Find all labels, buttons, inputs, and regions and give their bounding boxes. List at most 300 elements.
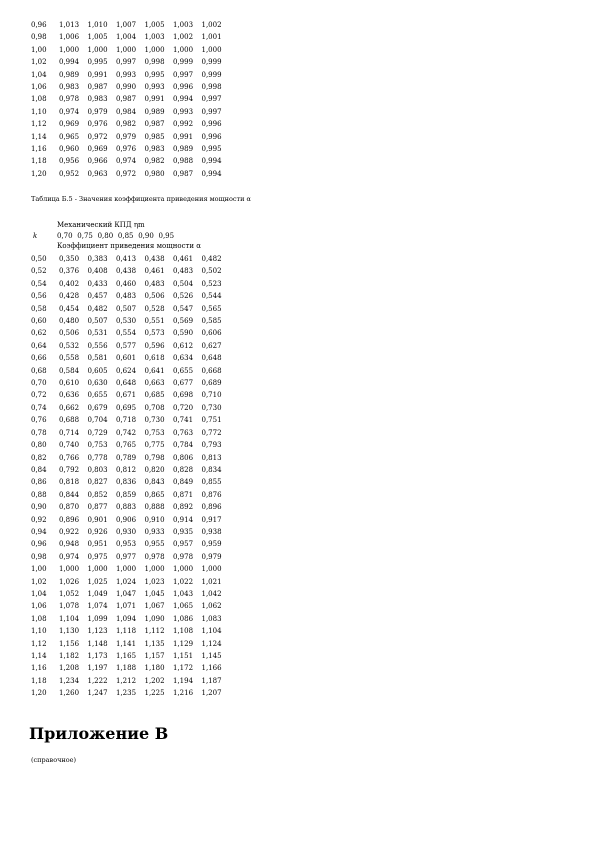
coefficient-cell: 0,987 <box>116 95 137 104</box>
coefficient-cell: 0,995 <box>201 145 222 154</box>
table-row <box>31 31 230 43</box>
coefficient-cell: 0,997 <box>116 58 137 67</box>
coefficient-cell: 0,461 <box>144 267 165 276</box>
coefficient-cell: 0,641 <box>144 366 165 375</box>
coefficient-cell: 0,710 <box>201 391 222 400</box>
coefficient-cell: 1,000 <box>87 45 108 54</box>
coefficient-cell: 1,023 <box>144 577 165 586</box>
coefficient-cell: 0,999 <box>201 58 222 67</box>
coefficient-cell: 0,798 <box>144 453 165 462</box>
coefficient-cell: 1,234 <box>59 676 80 685</box>
coefficient-cell: 0,992 <box>173 120 194 129</box>
table-row <box>31 155 230 167</box>
k-value-cell: 1,14 <box>31 132 47 141</box>
coefficient-cell: 0,778 <box>87 453 108 462</box>
coefficient-cell: 0,997 <box>173 70 194 79</box>
eta-value: 0,90 <box>138 232 154 240</box>
coefficient-cell: 1,135 <box>144 639 165 648</box>
table-row <box>31 675 230 687</box>
table-b4-continuation <box>31 19 230 180</box>
coefficient-cell: 1,000 <box>116 565 137 574</box>
coefficient-cell: 0,991 <box>173 132 194 141</box>
coefficient-cell: 0,506 <box>144 292 165 301</box>
coefficient-cell: 0,976 <box>116 145 137 154</box>
coefficient-cell: 1,004 <box>116 33 137 42</box>
coefficient-cell: 0,892 <box>173 503 194 512</box>
coefficient-cell: 0,969 <box>59 120 80 129</box>
coefficient-cell: 0,836 <box>116 478 137 487</box>
k-value-cell: 1,20 <box>31 169 47 178</box>
coefficient-cell: 0,793 <box>201 441 222 450</box>
table-row <box>31 253 230 265</box>
k-value-cell: 0,98 <box>31 552 47 561</box>
coefficient-cell: 0,554 <box>116 329 137 338</box>
table-row <box>31 600 230 612</box>
k-value-cell: 0,66 <box>31 354 47 363</box>
coefficient-cell: 0,906 <box>116 515 137 524</box>
table-row <box>31 687 230 699</box>
coefficient-cell: 1,225 <box>144 689 165 698</box>
k-value-cell: 0,96 <box>31 21 47 29</box>
coefficient-cell: 1,172 <box>173 664 194 673</box>
coefficient-cell: 0,806 <box>173 453 194 462</box>
coefficient-cell: 0,991 <box>144 95 165 104</box>
table-row <box>31 352 230 364</box>
coefficient-cell: 0,855 <box>201 478 222 487</box>
coefficient-cell: 0,978 <box>59 95 80 104</box>
coefficient-cell: 0,997 <box>201 95 222 104</box>
coefficient-cell: 0,910 <box>144 515 165 524</box>
coefficient-cell: 0,526 <box>173 292 194 301</box>
appendix-subtitle: (справочное) <box>31 756 77 764</box>
coefficient-cell: 0,991 <box>87 70 108 79</box>
coefficient-cell: 0,828 <box>173 465 194 474</box>
coefficient-cell: 0,994 <box>59 58 80 67</box>
table-row <box>31 265 230 277</box>
k-value-cell: 0,64 <box>31 341 47 350</box>
coefficient-cell: 0,843 <box>144 478 165 487</box>
coefficient-cell: 0,901 <box>87 515 108 524</box>
coefficient-cell: 0,993 <box>173 107 194 116</box>
coefficient-cell: 0,507 <box>87 317 108 326</box>
table-row <box>31 69 230 81</box>
coefficient-cell: 0,655 <box>173 366 194 375</box>
coefficient-cell: 0,556 <box>87 341 108 350</box>
table-row <box>31 452 230 464</box>
coefficient-cell: 0,969 <box>87 145 108 154</box>
k-value-cell: 0,84 <box>31 465 47 474</box>
coefficient-cell: 1,026 <box>59 577 80 586</box>
k-value-cell: 1,06 <box>31 83 47 92</box>
coefficient-cell: 0,565 <box>201 304 222 313</box>
coefficient-cell: 1,104 <box>201 627 222 636</box>
table-row <box>31 613 230 625</box>
coefficient-cell: 1,000 <box>144 565 165 574</box>
coefficient-cell: 1,052 <box>59 589 80 598</box>
coefficient-cell: 0,662 <box>59 403 80 412</box>
coefficient-cell: 0,433 <box>87 279 108 288</box>
coefficient-cell: 0,708 <box>144 403 165 412</box>
coefficient-cell: 0,983 <box>144 145 165 154</box>
coefficient-cell: 1,216 <box>173 689 194 698</box>
coefficient-cell: 1,001 <box>201 33 222 42</box>
coefficient-cell: 0,979 <box>201 552 222 561</box>
coefficient-cell: 1,104 <box>59 614 80 623</box>
coefficient-cell: 0,849 <box>173 478 194 487</box>
table-row <box>31 131 230 143</box>
coefficient-cell: 0,483 <box>173 267 194 276</box>
coefficient-cell: 0,742 <box>116 428 137 437</box>
coefficient-cell: 0,976 <box>87 120 108 129</box>
coefficient-cell: 1,173 <box>87 652 108 660</box>
coefficient-cell: 0,979 <box>87 107 108 116</box>
table-row <box>31 303 230 315</box>
coefficient-cell: 0,972 <box>87 132 108 141</box>
coefficient-cell: 0,844 <box>59 490 80 499</box>
coefficient-cell: 0,612 <box>173 341 194 350</box>
coefficient-cell: 0,413 <box>116 255 137 263</box>
coefficient-cell: 0,960 <box>59 145 80 154</box>
coefficient-cell: 0,624 <box>116 366 137 375</box>
eta-value: 0,85 <box>117 232 134 240</box>
coefficient-cell: 1,071 <box>116 602 137 611</box>
table-row <box>31 56 230 68</box>
coefficient-cell: 0,993 <box>144 83 165 92</box>
table-b5 <box>31 253 230 700</box>
coefficient-cell: 1,000 <box>59 45 80 54</box>
coefficient-cell: 0,959 <box>201 540 222 549</box>
coefficient-cell: 0,438 <box>144 255 165 263</box>
coefficient-cell: 1,202 <box>144 676 165 685</box>
coefficient-cell: 0,730 <box>201 403 222 412</box>
table-row <box>31 81 230 93</box>
k-value-cell: 0,50 <box>31 255 47 263</box>
coefficient-cell: 0,933 <box>144 527 165 536</box>
coefficient-cell: 1,003 <box>144 33 165 42</box>
coefficient-cell: 0,532 <box>59 341 80 350</box>
k-value-cell: 1,16 <box>31 145 47 154</box>
coefficient-cell: 0,679 <box>87 403 108 412</box>
coefficient-cell: 0,896 <box>201 503 222 512</box>
k-value-cell: 0,68 <box>31 366 47 375</box>
coefficient-cell: 0,677 <box>173 379 194 388</box>
coefficient-cell: 0,506 <box>59 329 80 338</box>
k-value-cell: 1,00 <box>31 565 47 574</box>
coefficient-cell: 0,865 <box>144 490 165 499</box>
coefficient-cell: 0,870 <box>59 503 80 512</box>
coefficient-cell: 0,663 <box>144 379 165 388</box>
k-value-cell: 0,54 <box>31 279 47 288</box>
k-value-cell: 0,80 <box>31 441 47 450</box>
coefficient-cell: 1,099 <box>87 614 108 623</box>
coefficient-cell: 0,974 <box>59 552 80 561</box>
coefficient-cell: 0,502 <box>201 267 222 276</box>
coefficient-cell: 1,123 <box>87 627 108 636</box>
coefficient-cell: 0,685 <box>144 391 165 400</box>
coefficient-cell: 0,688 <box>59 416 80 425</box>
coefficient-cell: 1,208 <box>59 664 80 673</box>
k-value-cell: 1,06 <box>31 602 47 611</box>
coefficient-cell: 0,979 <box>116 132 137 141</box>
coefficient-cell: 1,212 <box>116 676 137 685</box>
coefficient-cell: 0,952 <box>59 169 80 178</box>
coefficient-cell: 0,977 <box>116 552 137 561</box>
eta-value: 0,75 <box>77 232 93 240</box>
coefficient-cell: 0,956 <box>59 157 80 166</box>
coefficient-cell: 0,789 <box>116 453 137 462</box>
coefficient-cell: 1,260 <box>59 689 80 698</box>
k-value-cell: 0,56 <box>31 292 47 301</box>
k-value-cell: 1,16 <box>31 664 47 673</box>
coefficient-cell: 1,194 <box>173 676 194 685</box>
coefficient-cell: 0,547 <box>173 304 194 313</box>
coefficient-cell: 1,007 <box>116 21 137 29</box>
coefficient-cell: 0,983 <box>87 95 108 104</box>
table-row <box>31 526 230 538</box>
coefficient-cell: 1,000 <box>201 565 222 574</box>
coefficient-cell: 0,974 <box>59 107 80 116</box>
coefficient-cell: 0,995 <box>144 70 165 79</box>
coefficient-cell: 0,741 <box>173 416 194 425</box>
coefficient-cell: 1,042 <box>201 589 222 598</box>
coefficient-cell: 1,005 <box>144 21 165 29</box>
table-row <box>31 143 230 155</box>
coefficient-cell: 0,994 <box>201 157 222 166</box>
coefficient-cell: 0,730 <box>144 416 165 425</box>
coefficient-cell: 0,772 <box>201 428 222 437</box>
coefficient-cell: 1,187 <box>201 676 222 685</box>
coefficient-cell: 1,086 <box>173 614 194 623</box>
coefficient-cell: 0,751 <box>201 416 222 425</box>
coefficient-cell: 1,188 <box>116 664 137 673</box>
coefficient-cell: 1,094 <box>116 614 137 623</box>
coefficient-cell: 0,896 <box>59 515 80 524</box>
table-row <box>31 340 230 352</box>
table-row <box>31 377 230 389</box>
coefficient-cell: 0,995 <box>87 58 108 67</box>
coefficient-cell: 0,630 <box>87 379 108 388</box>
coefficient-cell: 0,994 <box>201 169 222 178</box>
coefficient-cell: 0,763 <box>173 428 194 437</box>
k-value-cell: 1,14 <box>31 652 47 660</box>
coefficient-cell: 0,914 <box>173 515 194 524</box>
coefficient-cell: 0,978 <box>144 552 165 561</box>
k-value-cell: 1,08 <box>31 95 47 104</box>
coefficient-cell: 1,247 <box>87 689 108 698</box>
coefficient-cell: 1,025 <box>87 577 108 586</box>
k-value-cell: 0,78 <box>31 428 47 437</box>
coefficient-cell: 0,926 <box>87 527 108 536</box>
coefficient-cell: 0,987 <box>87 83 108 92</box>
coefficient-cell: 1,141 <box>116 639 137 648</box>
eta-value: 0,70 <box>57 232 73 240</box>
coefficient-cell: 0,930 <box>116 527 137 536</box>
table-row <box>31 315 230 327</box>
coefficient-cell: 1,006 <box>59 33 80 42</box>
coefficient-cell: 1,010 <box>87 21 108 29</box>
coefficient-cell: 0,984 <box>116 107 137 116</box>
table-row <box>31 625 230 637</box>
table-row <box>31 551 230 563</box>
coefficient-cell: 0,402 <box>59 279 80 288</box>
coefficient-cell: 1,021 <box>201 577 222 586</box>
coefficient-cell: 0,812 <box>116 465 137 474</box>
coefficient-cell: 0,988 <box>173 157 194 166</box>
k-value-cell: 0,98 <box>31 33 47 42</box>
coefficient-cell: 0,581 <box>87 354 108 363</box>
k-value-cell: 1,08 <box>31 614 47 623</box>
table-row <box>31 168 230 180</box>
coefficient-cell: 0,975 <box>87 552 108 561</box>
coefficient-cell: 0,999 <box>201 70 222 79</box>
coefficient-cell: 0,558 <box>59 354 80 363</box>
coefficient-cell: 1,124 <box>201 639 222 648</box>
coefficient-cell: 0,997 <box>201 107 222 116</box>
coefficient-cell: 0,605 <box>87 366 108 375</box>
coefficient-cell: 1,166 <box>201 664 222 673</box>
coefficient-cell: 0,989 <box>173 145 194 154</box>
coefficient-cell: 0,784 <box>173 441 194 450</box>
coefficient-cell: 1,013 <box>59 21 80 29</box>
coefficient-cell: 0,877 <box>87 503 108 512</box>
coefficient-cell: 0,951 <box>87 540 108 549</box>
coefficient-cell: 0,957 <box>173 540 194 549</box>
coefficient-cell: 0,483 <box>116 292 137 301</box>
coefficient-cell: 1,000 <box>59 565 80 574</box>
k-value-cell: 1,02 <box>31 58 47 67</box>
table-row <box>31 588 230 600</box>
coefficient-cell: 1,065 <box>173 602 194 611</box>
coefficient-cell: 1,067 <box>144 602 165 611</box>
coefficient-cell: 0,601 <box>116 354 137 363</box>
coefficient-cell: 1,197 <box>87 664 108 673</box>
coefficient-cell: 0,753 <box>87 441 108 450</box>
coefficient-cell: 0,996 <box>201 120 222 129</box>
coefficient-cell: 0,792 <box>59 465 80 474</box>
table-row <box>31 563 230 575</box>
coefficient-cell: 1,002 <box>201 21 222 29</box>
coefficient-cell: 1,182 <box>59 652 80 660</box>
coefficient-cell: 0,996 <box>173 83 194 92</box>
coefficient-cell: 1,024 <box>116 577 137 586</box>
coefficient-cell: 1,108 <box>173 627 194 636</box>
k-value-cell: 0,86 <box>31 478 47 487</box>
coefficient-cell: 0,922 <box>59 527 80 536</box>
coefficient-cell: 0,634 <box>173 354 194 363</box>
k-value-cell: 1,04 <box>31 70 47 79</box>
coefficient-cell: 0,689 <box>201 379 222 388</box>
coefficient-cell: 0,963 <box>87 169 108 178</box>
coefficient-cell: 0,438 <box>116 267 137 276</box>
coefficient-cell: 0,610 <box>59 379 80 388</box>
k-value-cell: 0,90 <box>31 503 47 512</box>
coefficient-cell: 0,698 <box>173 391 194 400</box>
coefficient-cell: 0,729 <box>87 428 108 437</box>
table-row <box>31 414 230 426</box>
coefficient-cell: 0,938 <box>201 527 222 536</box>
coefficient-cell: 0,648 <box>201 354 222 363</box>
coefficient-cell: 1,045 <box>144 589 165 598</box>
coefficient-cell: 0,740 <box>59 441 80 450</box>
coefficient-cell: 0,408 <box>87 267 108 276</box>
table-row <box>31 19 230 31</box>
k-value-cell: 0,58 <box>31 304 47 313</box>
coefficient-cell: 0,544 <box>201 292 222 301</box>
table-row <box>31 514 230 526</box>
coefficient-cell: 0,530 <box>116 317 137 326</box>
coefficient-cell: 0,718 <box>116 416 137 425</box>
table-row <box>31 501 230 513</box>
coefficient-cell: 0,775 <box>144 441 165 450</box>
coefficient-cell: 0,955 <box>144 540 165 549</box>
table-row <box>31 402 230 414</box>
coefficient-cell: 0,573 <box>144 329 165 338</box>
k-value-cell: 0,82 <box>31 453 47 462</box>
coefficient-cell: 0,985 <box>144 132 165 141</box>
coefficient-cell: 1,003 <box>173 21 194 29</box>
coefficient-cell: 0,454 <box>59 304 80 313</box>
coefficient-cell: 1,000 <box>173 45 194 54</box>
coefficient-cell: 0,531 <box>87 329 108 338</box>
coefficient-cell: 1,207 <box>201 689 222 698</box>
k-value-cell: 0,96 <box>31 540 47 549</box>
table-b5-caption: Таблица Б.5 - Значения коэффициента приведения мощности α <box>31 195 251 203</box>
coefficient-cell: 0,457 <box>87 292 108 301</box>
header-k: k <box>33 232 38 240</box>
k-value-cell: 0,74 <box>31 403 47 412</box>
k-value-cell: 0,62 <box>31 329 47 338</box>
coefficient-cell: 0,966 <box>87 157 108 166</box>
coefficient-cell: 0,982 <box>116 120 137 129</box>
coefficient-cell: 0,428 <box>59 292 80 301</box>
coefficient-cell: 0,999 <box>173 58 194 67</box>
coefficient-cell: 0,596 <box>144 341 165 350</box>
coefficient-cell: 0,482 <box>87 304 108 313</box>
k-value-cell: 0,70 <box>31 379 47 388</box>
table-row <box>31 427 230 439</box>
coefficient-cell: 1,047 <box>116 589 137 598</box>
coefficient-cell: 0,765 <box>116 441 137 450</box>
table-row <box>31 44 230 56</box>
appendix-title: Приложение В <box>29 724 169 743</box>
coefficient-cell: 1,090 <box>144 614 165 623</box>
coefficient-cell: 0,504 <box>173 279 194 288</box>
table-row <box>31 650 230 662</box>
table-row <box>31 118 230 130</box>
coefficient-cell: 0,982 <box>144 157 165 166</box>
k-value-cell: 1,18 <box>31 157 47 166</box>
coefficient-cell: 1,062 <box>201 602 222 611</box>
coefficient-cell: 1,129 <box>173 639 194 648</box>
eta-value: 0,95 <box>158 232 175 240</box>
coefficient-cell: 1,000 <box>116 45 137 54</box>
coefficient-cell: 0,820 <box>144 465 165 474</box>
coefficient-cell: 0,606 <box>201 329 222 338</box>
coefficient-cell: 0,590 <box>173 329 194 338</box>
coefficient-cell: 1,180 <box>144 664 165 673</box>
coefficient-cell: 0,813 <box>201 453 222 462</box>
coefficient-cell: 0,834 <box>201 465 222 474</box>
coefficient-cell: 0,876 <box>201 490 222 499</box>
k-value-cell: 1,12 <box>31 639 47 648</box>
coefficient-cell: 0,618 <box>144 354 165 363</box>
header-mechanical-efficiency: Механический КПД ηm <box>57 221 145 229</box>
coefficient-cell: 0,989 <box>144 107 165 116</box>
table-row <box>31 489 230 501</box>
table-row <box>31 439 230 451</box>
coefficient-cell: 0,584 <box>59 366 80 375</box>
table-row <box>31 576 230 588</box>
